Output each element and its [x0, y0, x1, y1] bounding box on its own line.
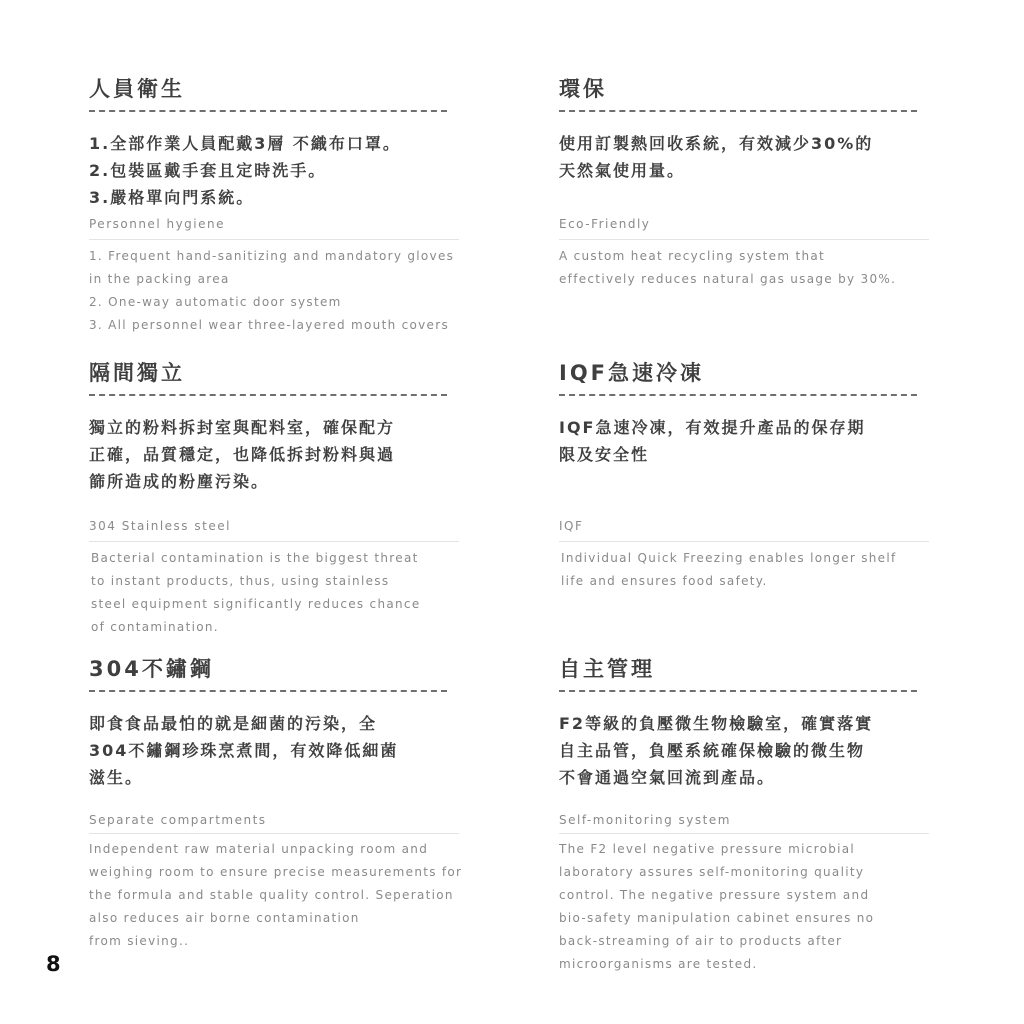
zh-line: 獨立的粉料拆封室與配料室，確保配方 — [89, 418, 396, 437]
chinese-text — [559, 130, 929, 184]
en-line: weighing room to ensure precise measurements for — [89, 865, 463, 879]
chinese-text — [89, 710, 459, 791]
english-title: Personnel hygiene — [89, 217, 225, 231]
zh-line: 使用訂製熱回收系統，有效減少30%的 — [559, 134, 874, 153]
thin-divider — [89, 833, 459, 834]
en-line: Individual Quick Freezing enables longer shelf — [561, 551, 897, 565]
en-line: The F2 level negative pressure microbial — [559, 842, 856, 856]
dashed-divider — [559, 690, 917, 692]
zh-line: 自主品管，負壓系統確保檢驗的微生物 — [559, 741, 866, 760]
thin-divider — [89, 541, 459, 542]
section-title: 隔間獨立 — [89, 361, 185, 385]
en-line: effectively reduces natural gas usage by 30%. — [559, 272, 897, 286]
thin-divider — [559, 541, 929, 542]
chinese-text — [89, 130, 459, 211]
english-text — [89, 245, 499, 337]
dashed-divider — [559, 394, 917, 396]
zh-line: 3.嚴格單向門系統。 — [89, 188, 255, 207]
en-line: steel equipment significantly reduces chance — [91, 597, 421, 611]
dashed-divider — [89, 394, 447, 396]
english-text — [559, 838, 969, 976]
dashed-divider — [89, 110, 447, 112]
zh-line: F2等級的負壓微生物檢驗室，確實落實 — [559, 714, 874, 733]
section-title: 環保 — [559, 77, 607, 101]
en-line: microorganisms are tested. — [559, 957, 758, 971]
chinese-text — [559, 414, 929, 468]
english-title: Eco-Friendly — [559, 217, 651, 231]
en-line: 3. All personnel wear three-layered mouth covers — [89, 318, 450, 332]
en-line: in the packing area — [89, 272, 230, 286]
en-line: laboratory assures self-monitoring quality — [559, 865, 865, 879]
chinese-text — [559, 710, 929, 791]
en-line: life and ensures food safety. — [561, 574, 768, 588]
dashed-divider — [559, 110, 917, 112]
en-line: of contamination. — [91, 620, 219, 634]
english-text — [561, 547, 971, 593]
en-line: also reduces air borne contamination — [89, 911, 360, 925]
en-line: 1. Frequent hand-sanitizing and mandatory gloves — [89, 249, 455, 263]
english-title: IQF — [559, 519, 584, 533]
thin-divider — [89, 239, 459, 240]
english-text — [91, 547, 501, 639]
page-number: 8 — [46, 952, 61, 976]
en-line: to instant products, thus, using stainless — [91, 574, 390, 588]
english-text — [559, 245, 969, 291]
en-line: control. The negative pressure system and — [559, 888, 870, 902]
zh-line: 不會通過空氣回流到產品。 — [559, 768, 776, 787]
en-line: Independent raw material unpacking room and — [89, 842, 429, 856]
english-title: Self-monitoring system — [559, 813, 731, 827]
zh-line: 1.全部作業人員配戴3層 不織布口罩。 — [89, 134, 401, 153]
zh-line: 2.包裝區戴手套且定時洗手。 — [89, 161, 327, 180]
english-title: 304 Stainless steel — [89, 519, 231, 533]
en-line: Bacterial contamination is the biggest threat — [91, 551, 419, 565]
thin-divider — [559, 833, 929, 834]
en-line: bio-safety manipulation cabinet ensures no — [559, 911, 875, 925]
zh-line: 天然氣使用量。 — [559, 161, 686, 180]
zh-line: 限及安全性 — [559, 445, 650, 464]
zh-line: 304不鏽鋼珍珠烹煮間，有效降低細菌 — [89, 741, 399, 760]
english-text — [89, 838, 499, 953]
en-line: 2. One-way automatic door system — [89, 295, 342, 309]
en-line: from sieving.. — [89, 934, 190, 948]
zh-line: 篩所造成的粉塵污染。 — [89, 472, 270, 491]
zh-line: 正確，品質穩定，也降低拆封粉料與過 — [89, 445, 396, 464]
thin-divider — [559, 239, 929, 240]
section-title: 304不鏽鋼 — [89, 657, 214, 681]
english-title: Separate compartments — [89, 813, 267, 827]
section-title: IQF急速冷凍 — [559, 361, 705, 385]
section-title: 自主管理 — [559, 657, 655, 681]
zh-line: 即食食品最怕的就是細菌的污染，全 — [89, 714, 378, 733]
section-title: 人員衛生 — [89, 77, 185, 101]
en-line: back-streaming of air to products after — [559, 934, 843, 948]
en-line: A custom heat recycling system that — [559, 249, 826, 263]
en-line: the formula and stable quality control. Seperation — [89, 888, 454, 902]
zh-line: 滋生。 — [89, 768, 144, 787]
dashed-divider — [89, 690, 447, 692]
chinese-text — [89, 414, 459, 495]
zh-line: IQF急速冷凍，有效提升產品的保存期 — [559, 418, 866, 437]
